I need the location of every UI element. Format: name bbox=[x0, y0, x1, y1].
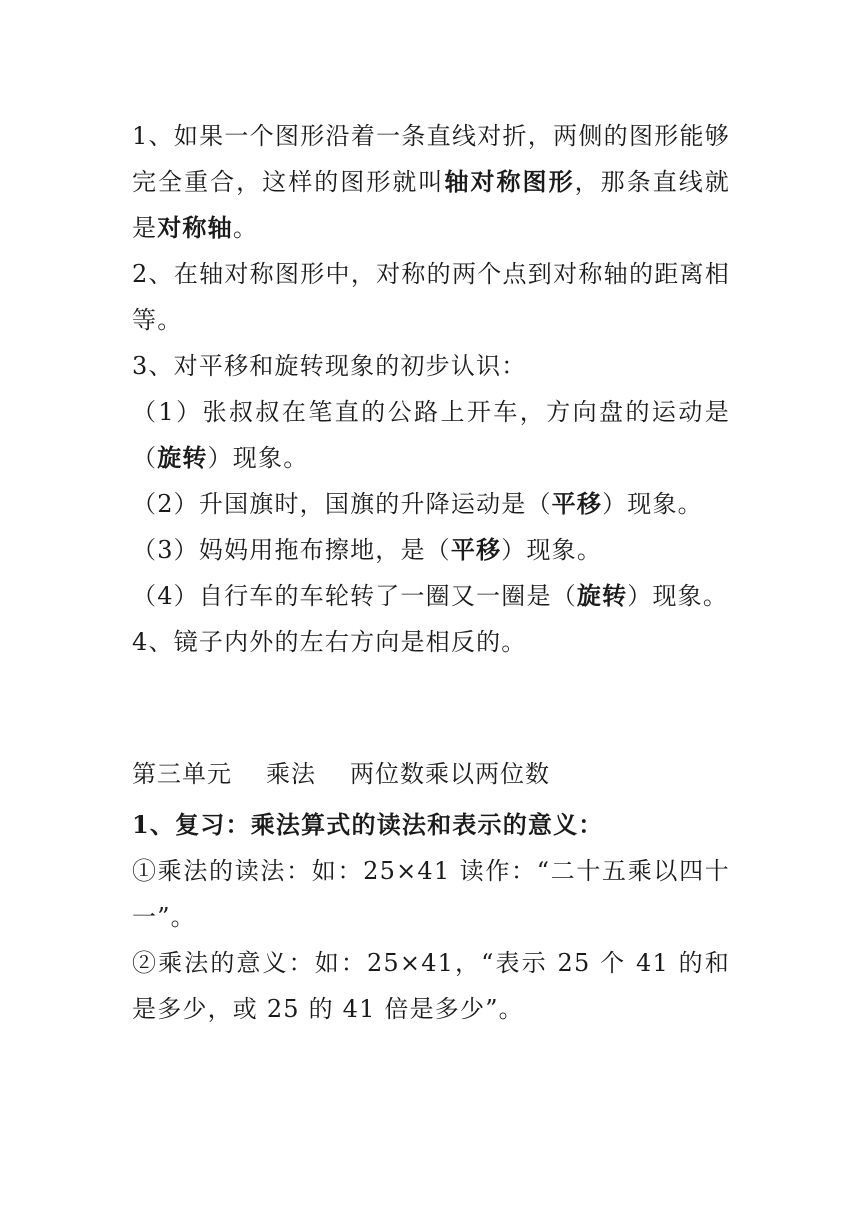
symmetry-section bbox=[132, 113, 730, 343]
text-run: （4）自行车的车轮转了一圈又一圈是（ bbox=[132, 582, 577, 610]
motion-section bbox=[132, 343, 730, 665]
unit-subtopic: 两位数乘以两位数 bbox=[350, 760, 550, 788]
review-title: 1、复习：乘法算式的读法和表示的意义： bbox=[132, 810, 604, 839]
text-run: ，那条直线就是 bbox=[132, 168, 731, 242]
text-run: 。 bbox=[232, 214, 259, 242]
text-run: ）现象。 bbox=[627, 582, 729, 610]
paragraph-meaning: ②乘法的意义：如：25×41，“表示 25 个 41 的和是多少，或 25 的 41 倍是多少”。 bbox=[132, 949, 730, 1023]
paragraph-reading: ①乘法的读法：如：25×41 读作：“二十五乘以四十一”。 bbox=[132, 857, 730, 931]
paragraph-equal-distance: 2、在轴对称图形中，对称的两个点到对称轴的距离相等。 bbox=[132, 260, 730, 334]
unit-topic: 乘法 bbox=[266, 760, 316, 788]
review-heading bbox=[132, 802, 730, 848]
answer-translation: 平移 bbox=[551, 489, 603, 518]
text-run: ）现象。 bbox=[602, 490, 703, 518]
answer-translation: 平移 bbox=[450, 535, 502, 564]
term-axis-symmetric-figure: 轴对称图形 bbox=[444, 167, 575, 196]
term-axis-of-symmetry: 对称轴 bbox=[157, 213, 233, 242]
multiplication-section bbox=[132, 802, 730, 1032]
motion-item-1 bbox=[132, 389, 730, 481]
paragraph-mirror: 4、镜子内外的左右方向是相反的。 bbox=[132, 628, 527, 656]
unit-label: 第三单元 bbox=[132, 760, 232, 788]
text-run: （1）张叔叔在笔直的公路上开车，方向盘的运动是（ bbox=[132, 398, 730, 472]
text-run: ）现象。 bbox=[501, 536, 603, 564]
motion-item-3 bbox=[132, 527, 730, 573]
motion-item-4 bbox=[132, 573, 730, 619]
text-run: （2）升国旗时，国旗的升降运动是（ bbox=[132, 490, 552, 518]
motion-title: 3、对平移和旋转现象的初步认识： bbox=[132, 352, 527, 380]
text-run: 1、如果一个图形沿着一条直线对折，两侧的图形能够完全重合，这样的图形就叫 bbox=[132, 122, 730, 196]
text-run: ）现象。 bbox=[207, 444, 309, 472]
paragraph-axis-symmetry bbox=[132, 113, 730, 251]
unit-heading bbox=[132, 754, 550, 789]
motion-item-2 bbox=[132, 481, 730, 527]
answer-rotation: 旋转 bbox=[576, 581, 628, 610]
text-run: （3）妈妈用拖布擦地，是（ bbox=[132, 536, 451, 564]
answer-rotation: 旋转 bbox=[157, 443, 208, 472]
